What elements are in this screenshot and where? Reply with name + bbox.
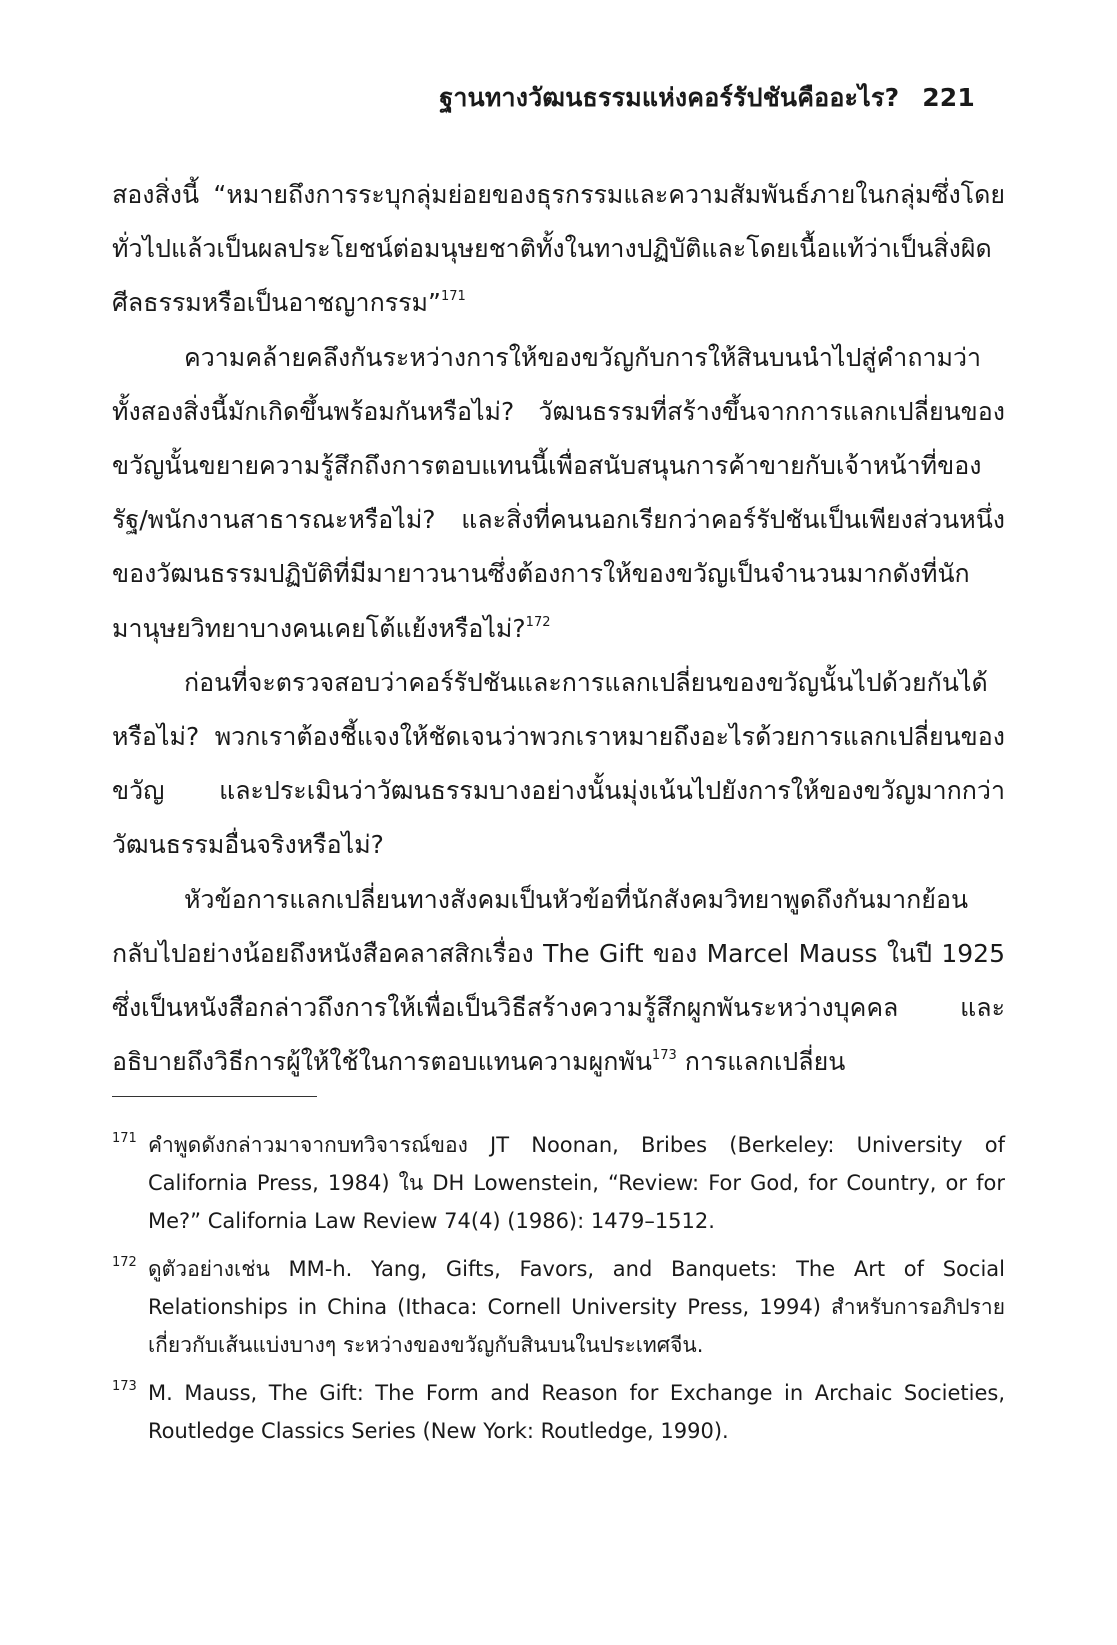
footnote-ref: 173: [651, 1048, 677, 1064]
footnote-text: M. Mauss, The Gift: The Form and Reason for Exchange in Archaic Societies, Routledge Classics Series (New York: Routledge, 1990).: [148, 1381, 1005, 1443]
footnotes: [112, 1126, 1005, 1460]
page-number: 221: [922, 83, 975, 112]
footnote-number: 172: [112, 1255, 137, 1270]
footnote-text: คำพูดดังกล่าวมาจากบทวิจารณ์ของ JT Noonan, Bribes (Berkeley: University of California Press, 1984) ใน DH Lowenstein, “Review: For God, for Country, or for Me?” California Law Review 74(4) (1986): 1479–1512.: [148, 1133, 1005, 1233]
paragraph: [112, 168, 1005, 331]
footnote-number: 171: [112, 1131, 137, 1146]
footnote-number: 173: [112, 1379, 137, 1394]
paragraph-text: ก่อนที่จะตรวจสอบว่าคอร์รัปชันและการแลกเปลี่ยนของขวัญนั้นไปด้วยกันได้หรือไม่? พวกเราต้องชี้แจงให้ชัดเจนว่าพวกเราหมายถึงอะไรด้วยการแลกเปลี่ยนของขวัญ และประเมินว่าวัฒนธรรมบางอย่างนั้นมุ่งเน้นไปยังการให้ของขวัญมากกว่าวัฒนธรรมอื่นจริงหรือไม่?: [112, 667, 1005, 860]
paragraph: [112, 873, 1005, 1090]
footnote: [112, 1126, 1005, 1240]
body-text: [112, 168, 1005, 1089]
footnote-ref: 172: [525, 614, 551, 630]
running-header: [439, 78, 975, 118]
running-header-title: ฐานทางวัฒนธรรมแห่งคอร์รัปชันคืออะไร?: [439, 83, 900, 112]
paragraph: [112, 656, 1005, 873]
paragraph-text: ความคล้ายคลึงกันระหว่างการให้ของขวัญกับการให้สินบนนำไปสู่คำถามว่าทั้งสองสิ่งนี้มักเกิดขึ้นพร้อมกันหรือไม่? วัฒนธรรมที่สร้างขึ้นจากการแลกเปลี่ยนของขวัญนั้นขยายความรู้สึกถึงการตอบแทนนี้เพื่อสนับสนุนการค้าขายกับเจ้าหน้าที่ของรัฐ/พนักงานสาธารณะหรือไม่? และสิ่งที่คนนอกเรียกว่าคอร์รัปชันเป็นเพียงส่วนหนึ่งของวัฒนธรรมปฏิบัติที่มีมายาวนานซึ่งต้องการให้ของขวัญเป็นจำนวนมากดังที่นักมานุษยวิทยาบางคนเคยโต้แย้งหรือไม่?: [112, 342, 1005, 643]
paragraph-text: สองสิ่งนี้ “หมายถึงการระบุกลุ่มย่อยของธุรกรรมและความสัมพันธ์ภายในกลุ่มซึ่งโดยทั่วไปแล้วเป็นผลประโยชน์ต่อมนุษยชาติทั้งในทางปฏิบัติและโดยเนื้อแท้ว่าเป็นสิ่งผิดศีลธรรมหรือเป็นอาชญากรรม”: [112, 180, 1005, 318]
footnote-text: ดูตัวอย่างเช่น MM-h. Yang, Gifts, Favors, and Banquets: The Art of Social Relationships in China (Ithaca: Cornell University Press, 1994) สำหรับการอภิปรายเกี่ยวกับเส้นแบ่งบางๆ ระหว่างของขวัญกับสินบนในประเทศจีน.: [148, 1257, 1005, 1357]
footnote-ref: 171: [441, 289, 466, 305]
paragraph-text-continued: การแลกเปลี่ยน: [676, 1047, 846, 1077]
paragraph-text: หัวข้อการแลกเปลี่ยนทางสังคมเป็นหัวข้อที่นักสังคมวิทยาพูดถึงกันมากย้อนกลับไปอย่างน้อยถึงหนังสือคลาสสิกเรื่อง The Gift ของ Marcel Mauss ในปี 1925 ซึ่งเป็นหนังสือกล่าวถึงการให้เพื่อเป็นวิธีสร้างความรู้สึกผูกพันระหว่างบุคคล และอธิบายถึงวิธีการผู้ให้ใช้ในการตอบแทนความผูกพัน: [112, 884, 1005, 1077]
footnote: [112, 1250, 1005, 1364]
paragraph: [112, 331, 1005, 656]
footnote: [112, 1374, 1005, 1450]
footnote-separator: [112, 1096, 317, 1097]
